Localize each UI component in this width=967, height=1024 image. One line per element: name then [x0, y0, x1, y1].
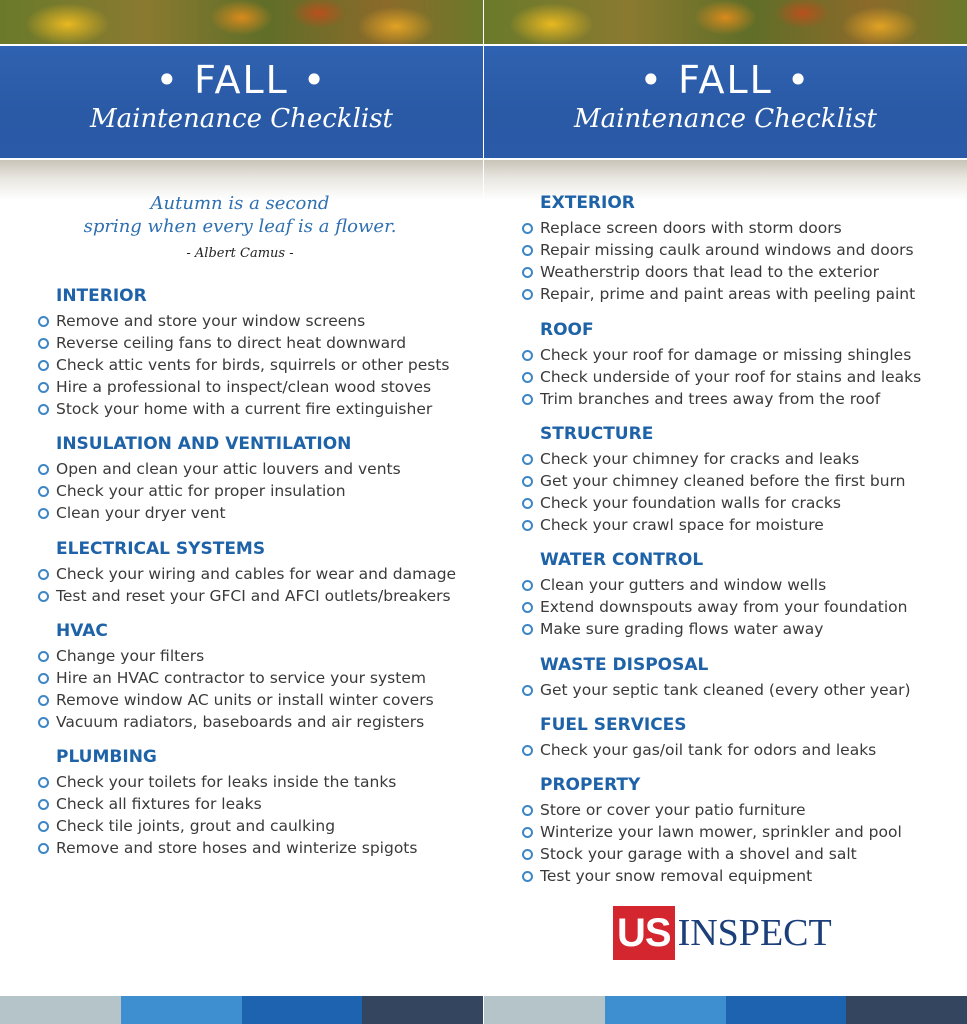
checklist-item-text: Winterize your lawn mower, sprinkler and pool — [540, 823, 902, 841]
circle-bullet-icon — [38, 799, 49, 810]
color-bar-1 — [484, 996, 605, 1024]
banner-subtitle: Maintenance Checklist — [90, 104, 393, 134]
checklist-item-text: Get your chimney cleaned before the first burn — [540, 472, 906, 490]
checklist-item — [522, 679, 911, 701]
section-title: EXTERIOR — [540, 193, 635, 213]
logo-us: US — [613, 906, 675, 960]
checklist-item — [38, 376, 450, 398]
checklist-item-text: Change your filters — [56, 647, 205, 665]
circle-bullet-icon — [522, 602, 533, 613]
checklist-section — [522, 714, 876, 761]
circle-bullet-icon — [522, 580, 533, 591]
circle-bullet-icon — [38, 404, 49, 415]
circle-bullet-icon — [522, 454, 533, 465]
section-title: FUEL SERVICES — [540, 715, 687, 735]
checklist-item-text: Remove and store your window screens — [56, 312, 366, 330]
section-title: STRUCTURE — [540, 424, 654, 444]
checklist-item-text: Repair, prime and paint areas with peeling paint — [540, 285, 916, 303]
checklist-item — [38, 645, 434, 667]
circle-bullet-icon — [522, 849, 533, 860]
checklist-item-text: Vacuum radiators, baseboards and air registers — [56, 713, 425, 731]
banner-fall-title: • FALL • — [155, 58, 328, 102]
checklist-item-text: Replace screen doors with storm doors — [540, 219, 842, 237]
checklist-item — [522, 283, 915, 305]
circle-bullet-icon — [522, 498, 533, 509]
checklist-item — [522, 261, 915, 283]
circle-bullet-icon — [522, 827, 533, 838]
checklist-item-text: Open and clean your attic louvers and vents — [56, 460, 401, 478]
checklist-item-text: Check your crawl space for moisture — [540, 516, 824, 534]
checklist-item-text: Check your chimney for cracks and leaks — [540, 450, 860, 468]
circle-bullet-icon — [38, 673, 49, 684]
checklist-item-text: Clean your gutters and window wells — [540, 576, 827, 594]
checklist-item-text: Check underside of your roof for stains and leaks — [540, 368, 922, 386]
checklist-section — [38, 285, 450, 420]
checklist-item-text: Remove window AC units or install winter covers — [56, 691, 434, 709]
circle-bullet-icon — [522, 245, 533, 256]
circle-bullet-icon — [38, 569, 49, 580]
circle-bullet-icon — [38, 843, 49, 854]
checklist-item-text: Test your snow removal equipment — [540, 867, 813, 885]
circle-bullet-icon — [522, 289, 533, 300]
circle-bullet-icon — [38, 821, 49, 832]
checklist-item — [38, 815, 417, 837]
section-title: INSULATION AND VENTILATION — [56, 434, 352, 454]
checklist-item-text: Make sure grading flows water away — [540, 620, 824, 638]
color-bar-1 — [0, 996, 121, 1024]
autumn-leaves-image — [0, 0, 483, 44]
title-banner — [484, 46, 967, 160]
checklist-item-text: Check your gas/oil tank for odors and leaks — [540, 741, 877, 759]
checklist-item-text: Reverse ceiling fans to direct heat downward — [56, 334, 407, 352]
checklist-item-text: Check your attic for proper insulation — [56, 482, 346, 500]
checklist-item — [522, 514, 906, 536]
checklist-item — [38, 771, 417, 793]
circle-bullet-icon — [522, 685, 533, 696]
checklist-item — [38, 585, 456, 607]
checklist-item-text: Check your foundation walls for cracks — [540, 494, 841, 512]
bottom-color-bars — [484, 996, 967, 1024]
circle-bullet-icon — [38, 486, 49, 497]
circle-bullet-icon — [38, 316, 49, 327]
color-bar-2 — [121, 996, 242, 1024]
section-title: HVAC — [56, 621, 108, 641]
section-title: ELECTRICAL SYSTEMS — [56, 539, 266, 559]
color-bar-4 — [362, 996, 483, 1024]
right-panel — [484, 0, 967, 1024]
circle-bullet-icon — [38, 360, 49, 371]
checklist-item — [522, 344, 921, 366]
checklist-item — [522, 865, 902, 887]
checklist-item — [38, 689, 434, 711]
checklist-item-text: Weatherstrip doors that lead to the exterior — [540, 263, 879, 281]
checklist-item — [38, 354, 450, 376]
circle-bullet-icon — [522, 745, 533, 756]
checklist-section — [38, 620, 434, 733]
quote-author: - Albert Camus - — [186, 246, 294, 261]
circle-bullet-icon — [522, 476, 533, 487]
checklist-item-text: Extend downspouts away from your foundation — [540, 598, 908, 616]
checklist-item — [522, 618, 907, 640]
checklist-item — [38, 480, 401, 502]
checklist-item — [522, 799, 902, 821]
checklist-item — [38, 711, 434, 733]
section-title: PROPERTY — [540, 775, 641, 795]
circle-bullet-icon — [38, 695, 49, 706]
circle-bullet-icon — [38, 508, 49, 519]
checklist-item — [522, 843, 902, 865]
circle-bullet-icon — [522, 520, 533, 531]
checklist-item-text: Check tile joints, grout and caulking — [56, 817, 336, 835]
checklist-section — [38, 746, 417, 859]
checklist-item — [38, 667, 434, 689]
circle-bullet-icon — [522, 805, 533, 816]
circle-bullet-icon — [522, 350, 533, 361]
autumn-leaves-image — [484, 0, 967, 44]
checklist-section — [522, 319, 921, 410]
checklist-item — [522, 217, 915, 239]
checklist-item-text: Check your toilets for leaks inside the tanks — [56, 773, 397, 791]
checklist-item-text: Hire a professional to inspect/clean wood stoves — [56, 378, 432, 396]
checklist-item — [522, 492, 906, 514]
section-title: PLUMBING — [56, 747, 157, 767]
checklist-section — [38, 433, 401, 524]
circle-bullet-icon — [522, 624, 533, 635]
checklist-item — [522, 821, 902, 843]
checklist-section — [522, 774, 902, 887]
quote-line-2: spring when every leaf is a flower. — [83, 216, 397, 237]
checklist-item-text: Check all fixtures for leaks — [56, 795, 262, 813]
quote-line-1: Autumn is a second — [150, 193, 330, 214]
checklist-item — [522, 239, 915, 261]
circle-bullet-icon — [522, 223, 533, 234]
checklist-item-text: Test and reset your GFCI and AFCI outlets/breakers — [56, 587, 451, 605]
circle-bullet-icon — [38, 338, 49, 349]
circle-bullet-icon — [38, 777, 49, 788]
checklist-item — [522, 366, 921, 388]
color-bar-3 — [242, 996, 363, 1024]
checklist-item-text: Store or cover your patio furniture — [540, 801, 806, 819]
section-title: WATER CONTROL — [540, 550, 704, 570]
circle-bullet-icon — [38, 382, 49, 393]
banner-fall-title: • FALL • — [639, 58, 812, 102]
checklist-item-text: Check attic vents for birds, squirrels or other pests — [56, 356, 450, 374]
left-panel — [0, 0, 483, 1024]
quote — [40, 192, 440, 265]
checklist-item — [38, 502, 401, 524]
checklist-item-text: Repair missing caulk around windows and doors — [540, 241, 914, 259]
checklist-item — [38, 793, 417, 815]
checklist-item — [38, 398, 450, 420]
checklist-item — [38, 458, 401, 480]
color-bar-3 — [726, 996, 847, 1024]
banner-subtitle: Maintenance Checklist — [574, 104, 877, 134]
checklist-item-text: Get your septic tank cleaned (every other year) — [540, 681, 911, 699]
color-bar-2 — [605, 996, 726, 1024]
checklist-item-text: Check your wiring and cables for wear and damage — [56, 565, 457, 583]
bottom-color-bars — [0, 996, 483, 1024]
checklist-item — [522, 574, 907, 596]
circle-bullet-icon — [38, 464, 49, 475]
circle-bullet-icon — [522, 372, 533, 383]
checklist-item-text: Trim branches and trees away from the roof — [540, 390, 881, 408]
title-banner — [0, 46, 483, 160]
checklist-item — [38, 563, 456, 585]
checklist-section — [522, 549, 907, 640]
us-inspect-logo — [613, 906, 832, 960]
checklist-item-text: Hire an HVAC contractor to service your system — [56, 669, 426, 687]
circle-bullet-icon — [522, 267, 533, 278]
circle-bullet-icon — [522, 871, 533, 882]
section-title: WASTE DISPOSAL — [540, 655, 709, 675]
logo-inspect: INSPECT — [677, 912, 832, 954]
checklist-section — [522, 423, 906, 536]
checklist-item-text: Check your roof for damage or missing shingles — [540, 346, 912, 364]
checklist-item — [38, 332, 450, 354]
checklist-section — [522, 654, 911, 701]
checklist-item — [38, 837, 417, 859]
section-title: INTERIOR — [56, 286, 147, 306]
checklist-item-text: Stock your garage with a shovel and salt — [540, 845, 857, 863]
circle-bullet-icon — [38, 651, 49, 662]
checklist-item-text: Stock your home with a current fire extinguisher — [56, 400, 433, 418]
section-title: ROOF — [540, 320, 594, 340]
checklist-item — [38, 310, 450, 332]
checklist-item — [522, 739, 876, 761]
checklist-item — [522, 596, 907, 618]
circle-bullet-icon — [522, 394, 533, 405]
checklist-item-text: Clean your dryer vent — [56, 504, 226, 522]
checklist-item-text: Remove and store hoses and winterize spigots — [56, 839, 418, 857]
checklist-item — [522, 470, 906, 492]
color-bar-4 — [846, 996, 967, 1024]
circle-bullet-icon — [38, 717, 49, 728]
checklist-section — [38, 538, 456, 607]
checklist-section — [522, 192, 915, 305]
checklist-item — [522, 388, 921, 410]
circle-bullet-icon — [38, 591, 49, 602]
checklist-item — [522, 448, 906, 470]
